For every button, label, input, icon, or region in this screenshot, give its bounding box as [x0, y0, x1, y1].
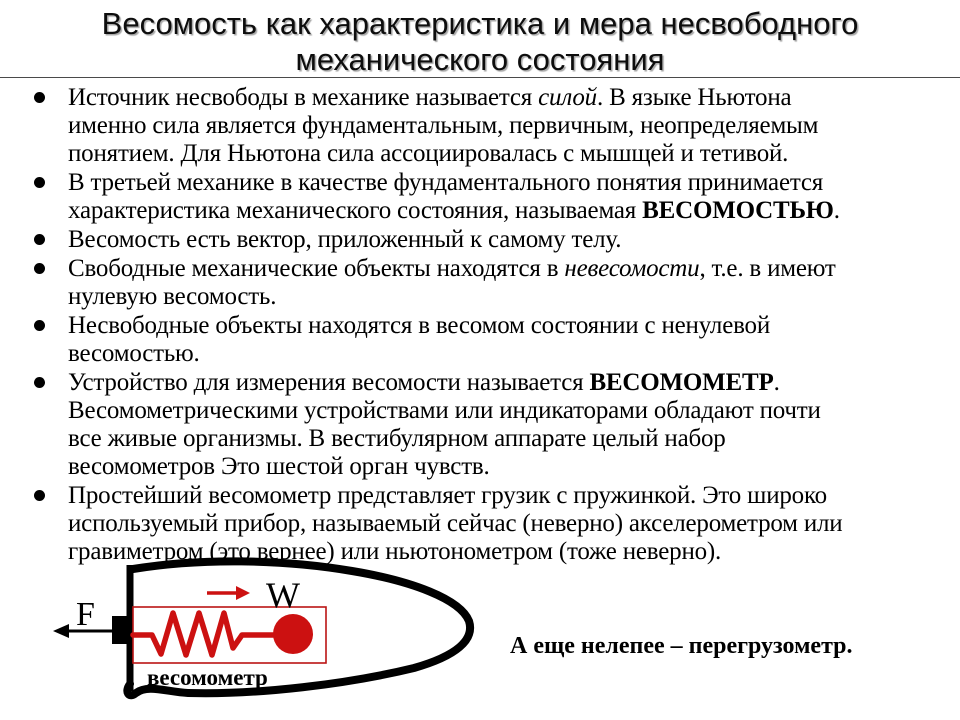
bullet-text-run: весомометров Это шестой орган чувств. [68, 453, 490, 480]
bullet-text-run: Весомость есть вектор, приложенный к самому телу. [68, 226, 622, 253]
title-divider [0, 77, 960, 78]
slide-title-line-2: механического состояния [295, 42, 665, 77]
bullet-text-run: весомостью. [68, 340, 200, 367]
bullet-text-run: Весомометрическими устройствами или индикаторами обладают почти [68, 397, 821, 424]
bullet-text-run: Устройство для измерения весомости называется [68, 369, 590, 396]
bullet-text-run: нулевую весомость. [68, 283, 277, 310]
bullet-list [30, 84, 945, 567]
bullet-text-run: Источник несвободы в механике называется [68, 84, 539, 111]
bullet-text-run: Свободные механические объекты находятся в [68, 255, 565, 282]
bullet-text-run: Несвободные объекты находятся в весомом состоянии с ненулевой [68, 312, 771, 339]
spring-zigzag [133, 613, 274, 655]
bullet-text-run: . В языке Ньютона [596, 84, 792, 111]
bullet-item [30, 169, 945, 225]
bullet-item [30, 84, 945, 168]
bullet-text-run: используемый прибор, называемый сейчас (неверно) акселерометром или [68, 510, 843, 537]
bullet-text-run: , т.е. в имеют [699, 255, 836, 282]
slide-title-line-1: Весомость как характеристика и мера несвободного [101, 6, 859, 41]
bullet-item [30, 482, 945, 566]
force-label: F [76, 596, 95, 633]
device-label: весомометр [147, 665, 268, 690]
bullet-text-run: гравиметром (это вернее) или ньютонометром (тоже неверно). [68, 538, 722, 565]
bullet-text-run: все живые организмы. В вестибулярном аппарате целый набор [68, 425, 726, 452]
weight-arrowhead [236, 586, 250, 600]
bullet-text-run: характеристика механического состояния, называемая [68, 197, 643, 224]
bullet-text-run: . [773, 369, 780, 396]
bullet-item [30, 226, 945, 254]
bullet-text-run: невесомости [564, 255, 700, 282]
bullet-text-run: ВЕСОМОМЕТР [589, 369, 774, 396]
bullet-item [30, 369, 945, 481]
slide-title [0, 6, 960, 78]
bottom-caption: А еще нелепее – перегрузометр. [510, 633, 853, 659]
bullet-text-run: именно сила является фундаментальным, первичным, неопределяемым [68, 112, 819, 139]
bullet-text-run: Простейший весомометр представляет грузик с пружинкой. Это широко [68, 482, 827, 509]
anchor-square [112, 616, 130, 644]
bullet-item [30, 255, 945, 311]
weight-ball [273, 614, 313, 654]
force-arrowhead [53, 624, 69, 638]
bullet-item [30, 312, 945, 368]
weight-label: W [266, 575, 300, 615]
bullet-text-run: силой [538, 84, 597, 111]
bullet-text-run: ВЕСОМОСТЬЮ [642, 197, 834, 224]
vesomometer-diagram [20, 555, 490, 720]
bullet-text-run: . [833, 197, 840, 224]
bullet-text-run: понятием. Для Ньютона сила ассоциировалась с мышщей и тетивой. [68, 140, 789, 167]
bullet-text-run: В третьей механике в качестве фундаментального понятия принимается [68, 169, 824, 196]
